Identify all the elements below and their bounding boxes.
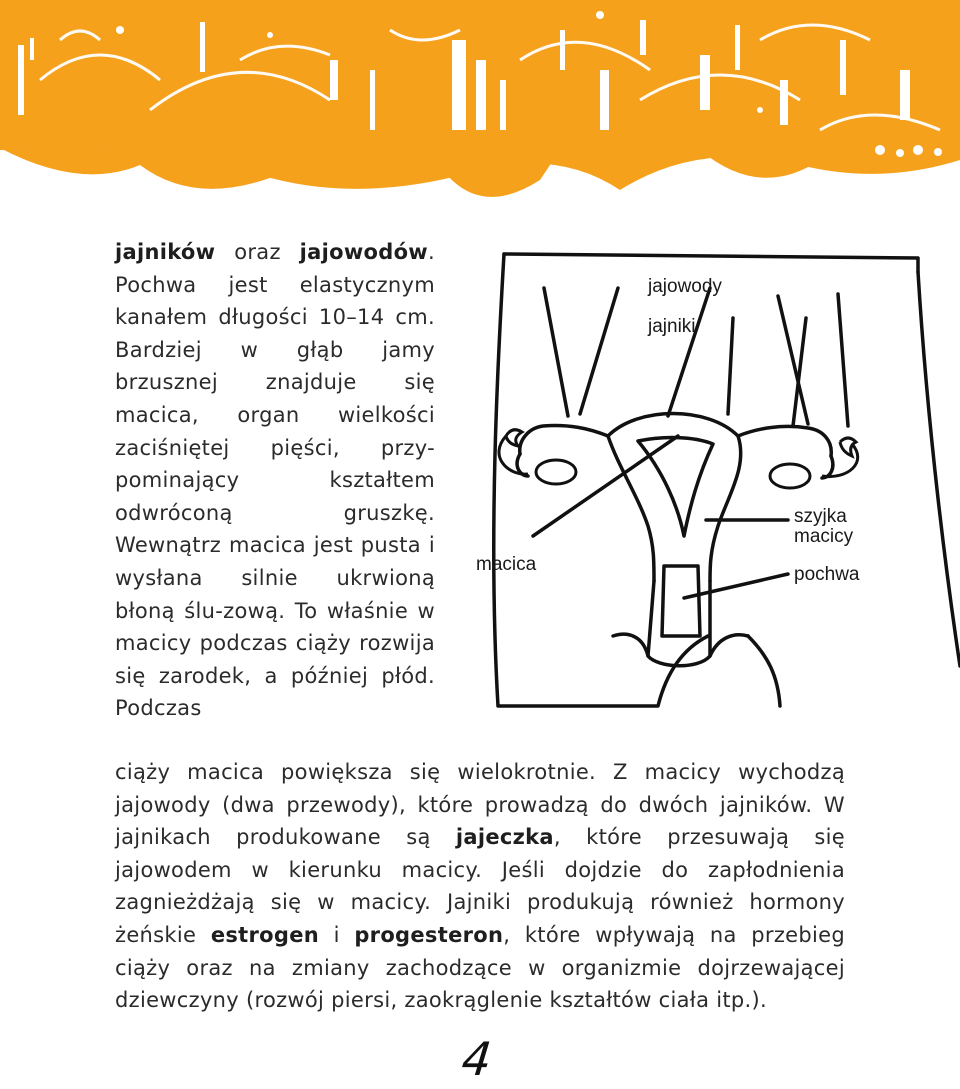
term-jajeczka: jajeczka <box>455 825 554 850</box>
text-span: . Pochwa jest elastycznym kanałem długości 10–14 cm. Bardziej w głąb jamy brzusznej znajduje się macica, organ wielkości zaciśniętej pięści, przy-pominający kształtem odwróconą gruszkę. Wewnątrz macica jest pusta i wysłana silnie ukrwioną błoną ślu-zową. To właśnie w macicy podczas ciąży rozwija się zarodek, a później płód. Podczas <box>115 240 435 721</box>
label-macica: macica <box>476 554 537 575</box>
anatomy-diagram <box>448 236 960 720</box>
text-span: , które wpływają na przebieg ciąży oraz na zmiany zachodzące w organizmie dojrzewającej dziewczyny (rozwój piersi, zaokrąglenie kształtów ciała itp.). <box>115 922 845 1013</box>
page-number: 4 <box>459 1032 495 1086</box>
label-jajowody: jajowody <box>648 276 722 297</box>
text-span: ciąży macica powiększa się wielokrotnie. Z macicy wychodzą jajowody (dwa przewody), które prowadzą do dwóch jajników. W jajnikach produkowane są <box>115 760 845 850</box>
text-span: i <box>319 922 355 947</box>
column-paragraph <box>115 236 435 725</box>
term-jajnikow: jajników <box>115 240 216 264</box>
term-jajowodow: jajowodów <box>299 240 429 264</box>
term-progesteron: progesteron <box>354 922 504 947</box>
label-szyjka-line2: macicy <box>794 526 854 547</box>
label-pochwa: pochwa <box>794 564 860 585</box>
decorative-banner <box>0 0 960 230</box>
label-jajniki: jajniki <box>648 316 696 337</box>
label-szyjka-line1: szyjka <box>794 506 847 527</box>
text-span: , które przesuwają się jajowodem w kierunku macicy. Jeśli dojdzie do zapłodnienia zagnieżdżają się w macicy. Jajniki produkują również hormony żeńskie <box>115 825 845 947</box>
text-span: oraz <box>215 240 300 264</box>
body-paragraph <box>115 756 845 1017</box>
term-estrogen: estrogen <box>210 922 320 947</box>
uterus-illustration <box>448 236 960 720</box>
